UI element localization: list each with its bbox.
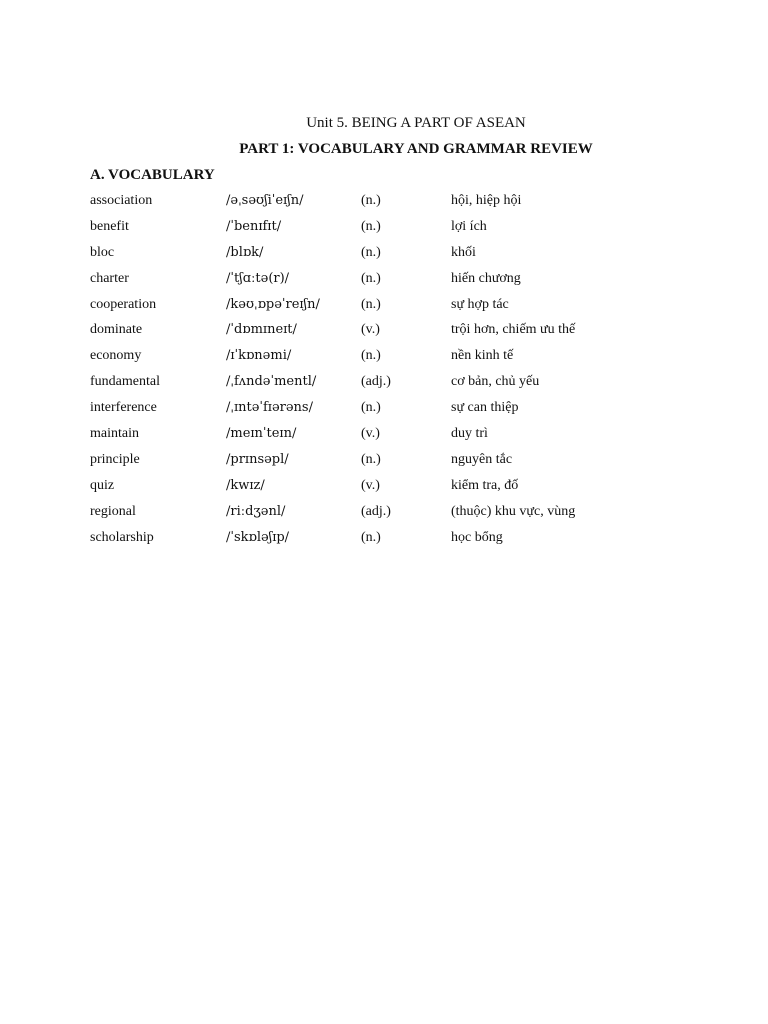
vocab-meaning: cơ bản, chủ yếu bbox=[451, 374, 540, 390]
vocab-meaning: sự hợp tác bbox=[451, 296, 509, 312]
vocab-row bbox=[90, 398, 690, 424]
vocab-word: association bbox=[90, 193, 153, 208]
vocab-ipa: /ˈskɒləʃɪp/ bbox=[226, 529, 290, 545]
vocab-pos: (n.) bbox=[361, 296, 381, 312]
vocab-meaning: nền kinh tế bbox=[451, 348, 514, 364]
vocab-ipa: /ˌfʌndəˈmentl/ bbox=[226, 374, 317, 390]
vocab-row bbox=[90, 424, 690, 450]
vocab-pos: (n.) bbox=[361, 400, 381, 416]
vocab-meaning: hiến chương bbox=[451, 270, 521, 286]
vocab-word: principle bbox=[90, 451, 140, 467]
vocab-meaning: hội, hiệp hội bbox=[451, 193, 522, 208]
vocab-meaning: học bổng bbox=[451, 529, 503, 545]
vocab-ipa: /kəʊˌɒpəˈreɪʃn/ bbox=[226, 296, 320, 312]
vocab-ipa: /əˌsəʊʃiˈeɪʃn/ bbox=[226, 193, 304, 208]
vocab-meaning: nguyên tắc bbox=[451, 451, 513, 467]
vocab-word: scholarship bbox=[90, 529, 154, 545]
vocab-ipa: /kwɪz/ bbox=[226, 477, 265, 493]
vocab-ipa: /ˌɪntəˈfɪərəns/ bbox=[226, 400, 313, 416]
vocab-meaning: trội hơn, chiếm ưu thế bbox=[451, 322, 576, 338]
vocab-word: interference bbox=[90, 400, 157, 416]
vocab-row bbox=[90, 502, 690, 528]
vocab-ipa: /ˈtʃɑːtə(r)/ bbox=[226, 270, 290, 286]
vocab-row bbox=[90, 528, 690, 554]
vocab-word: charter bbox=[90, 270, 129, 286]
vocab-word: fundamental bbox=[90, 374, 160, 390]
vocab-row bbox=[90, 217, 690, 243]
vocabulary-list bbox=[90, 191, 690, 553]
vocab-ipa: /ɪˈkɒnəmi/ bbox=[226, 348, 292, 364]
vocab-ipa: /prɪnsəpl/ bbox=[226, 451, 289, 467]
vocab-row bbox=[90, 346, 690, 372]
vocab-word: maintain bbox=[90, 426, 139, 442]
vocab-row bbox=[90, 476, 690, 502]
vocab-word: regional bbox=[90, 503, 136, 519]
vocab-pos: (adj.) bbox=[361, 503, 391, 519]
vocab-word: quiz bbox=[90, 477, 115, 493]
section-title: A. VOCABULARY bbox=[90, 167, 215, 183]
vocab-pos: (adj.) bbox=[361, 374, 391, 390]
vocab-word: cooperation bbox=[90, 296, 157, 312]
vocab-meaning: kiểm tra, đố bbox=[451, 477, 519, 493]
vocab-pos: (n.) bbox=[361, 348, 381, 364]
vocab-pos: (n.) bbox=[361, 529, 381, 545]
vocab-pos: (n.) bbox=[361, 270, 381, 286]
vocab-word: bloc bbox=[90, 244, 115, 260]
vocab-pos: (n.) bbox=[361, 193, 381, 208]
vocab-meaning: duy trì bbox=[451, 426, 488, 442]
vocab-pos: (n.) bbox=[361, 244, 381, 260]
vocab-meaning: khối bbox=[451, 244, 476, 260]
vocab-meaning: lợi ích bbox=[451, 218, 487, 234]
vocab-pos: (v.) bbox=[361, 426, 380, 442]
vocab-row bbox=[90, 295, 690, 321]
vocab-pos: (n.) bbox=[361, 451, 381, 467]
vocab-row bbox=[90, 191, 690, 217]
vocab-ipa: /ˈdɒmɪneɪt/ bbox=[226, 322, 297, 338]
vocab-pos: (n.) bbox=[361, 218, 381, 234]
vocab-meaning: sự can thiệp bbox=[451, 400, 519, 416]
vocab-row bbox=[90, 269, 690, 295]
vocab-ipa: /blɒk/ bbox=[226, 244, 264, 260]
vocab-word: economy bbox=[90, 348, 142, 364]
vocab-row bbox=[90, 450, 690, 476]
part-title: PART 1: VOCABULARY AND GRAMMAR REVIEW bbox=[239, 141, 593, 157]
vocab-pos: (v.) bbox=[361, 477, 380, 493]
vocab-meaning: (thuộc) khu vực, vùng bbox=[451, 503, 576, 519]
vocab-ipa: /ˈbenɪfɪt/ bbox=[226, 218, 282, 234]
vocab-row bbox=[90, 243, 690, 269]
vocab-row bbox=[90, 372, 690, 398]
vocab-pos: (v.) bbox=[361, 322, 380, 338]
vocab-row bbox=[90, 320, 690, 346]
unit-title: Unit 5. BEING A PART OF ASEAN bbox=[306, 115, 526, 131]
vocab-ipa: /riːdʒənl/ bbox=[226, 503, 286, 519]
vocab-word: benefit bbox=[90, 218, 129, 234]
vocab-ipa: /meɪnˈteɪn/ bbox=[226, 426, 297, 442]
vocab-word: dominate bbox=[90, 322, 143, 338]
